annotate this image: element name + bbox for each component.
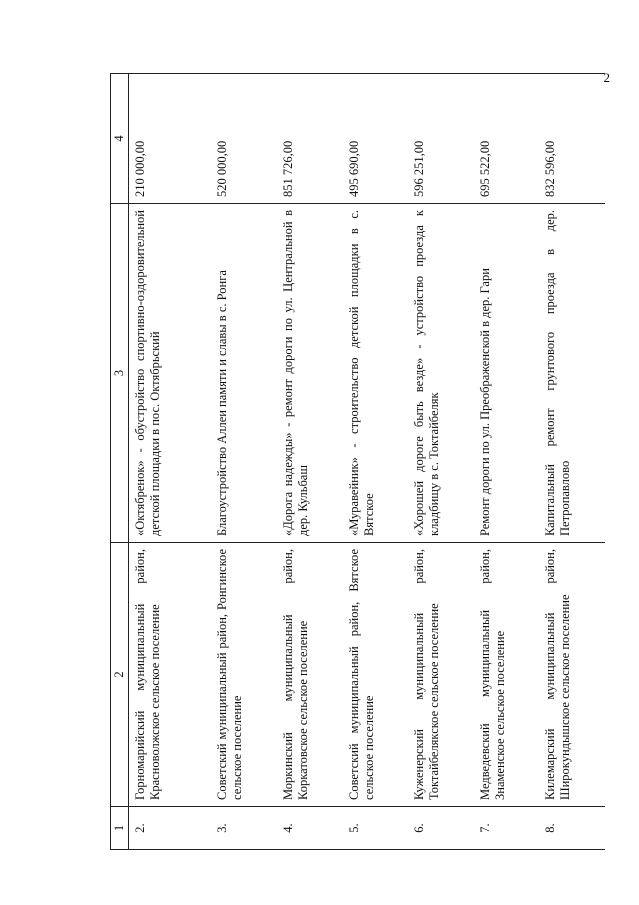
- row-amount: 210 000,00: [129, 74, 212, 204]
- row-project: «Дорога надежды» - ремонт дороги по ул. Центральной в дер. Кульбаш: [277, 204, 343, 543]
- row-project: Капитальный ремонт грунтового проезда в дер. Петропавлово: [539, 204, 605, 543]
- row-project: «Хорошей дороге быть везде» - устройство проезда к кладбищу в с. Токтайбеляк: [408, 204, 474, 543]
- table-row: [211, 74, 277, 850]
- table-row: [277, 74, 343, 850]
- row-district: Горномарийский муниципальный район, Красноволжское сельское поселение: [129, 543, 212, 807]
- row-number: 2.: [129, 807, 212, 850]
- row-number: 7.: [474, 807, 540, 850]
- row-project: «Муравейник» - строительство детской площадки в с. Вятское: [343, 204, 409, 543]
- rotated-table-container: [110, 110, 605, 850]
- row-number: 8.: [539, 807, 605, 850]
- row-amount: 832 596,00: [539, 74, 605, 204]
- row-amount: 695 522,00: [474, 74, 540, 204]
- row-number: 5.: [343, 807, 409, 850]
- row-project: Благоустройство Аллеи памяти и славы в с. Ронга: [211, 204, 277, 543]
- table-row: [474, 74, 540, 850]
- row-district: Моркинский муниципальный район, Коркатовское сельское поселение: [277, 543, 343, 807]
- projects-table: [110, 73, 605, 850]
- row-district: Килемарский муниципальный район, Широкундышское сельское поселение: [539, 543, 605, 807]
- row-project: «Октябренок» - обустройство спортивно-оздоровительной детской площадки в пос. Октябрьский: [129, 204, 212, 543]
- row-project: Ремонт дороги по ул. Преображенской в дер. Гари: [474, 204, 540, 543]
- row-amount: 520 000,00: [211, 74, 277, 204]
- row-amount: 495 690,00: [343, 74, 409, 204]
- row-amount: 596 251,00: [408, 74, 474, 204]
- header-col-2: 2: [111, 543, 129, 807]
- row-amount: 851 726,00: [277, 74, 343, 204]
- header-col-4: 4: [111, 74, 129, 204]
- header-col-1: 1: [111, 807, 129, 850]
- header-col-3: 3: [111, 204, 129, 543]
- page-number: 2: [603, 70, 610, 85]
- row-district: Советский муниципальный район, Ронгинское сельское поселение: [211, 543, 277, 807]
- table-body: [129, 74, 606, 850]
- row-number: 4.: [277, 807, 343, 850]
- table-row: [343, 74, 409, 850]
- row-district: Медведевский муниципальный район, Знаменское сельское поселение: [474, 543, 540, 807]
- row-number: 3.: [211, 807, 277, 850]
- row-district: Советский муниципальный район, Вятское сельское поселение: [343, 543, 409, 807]
- header-row: [111, 74, 129, 850]
- row-number: 6.: [408, 807, 474, 850]
- row-district: Куженерский муниципальный район, Токтайбелякское сельское поселение: [408, 543, 474, 807]
- table-row: [129, 74, 212, 850]
- table-row: [408, 74, 474, 850]
- table-row: [539, 74, 605, 850]
- table-header: [111, 74, 129, 850]
